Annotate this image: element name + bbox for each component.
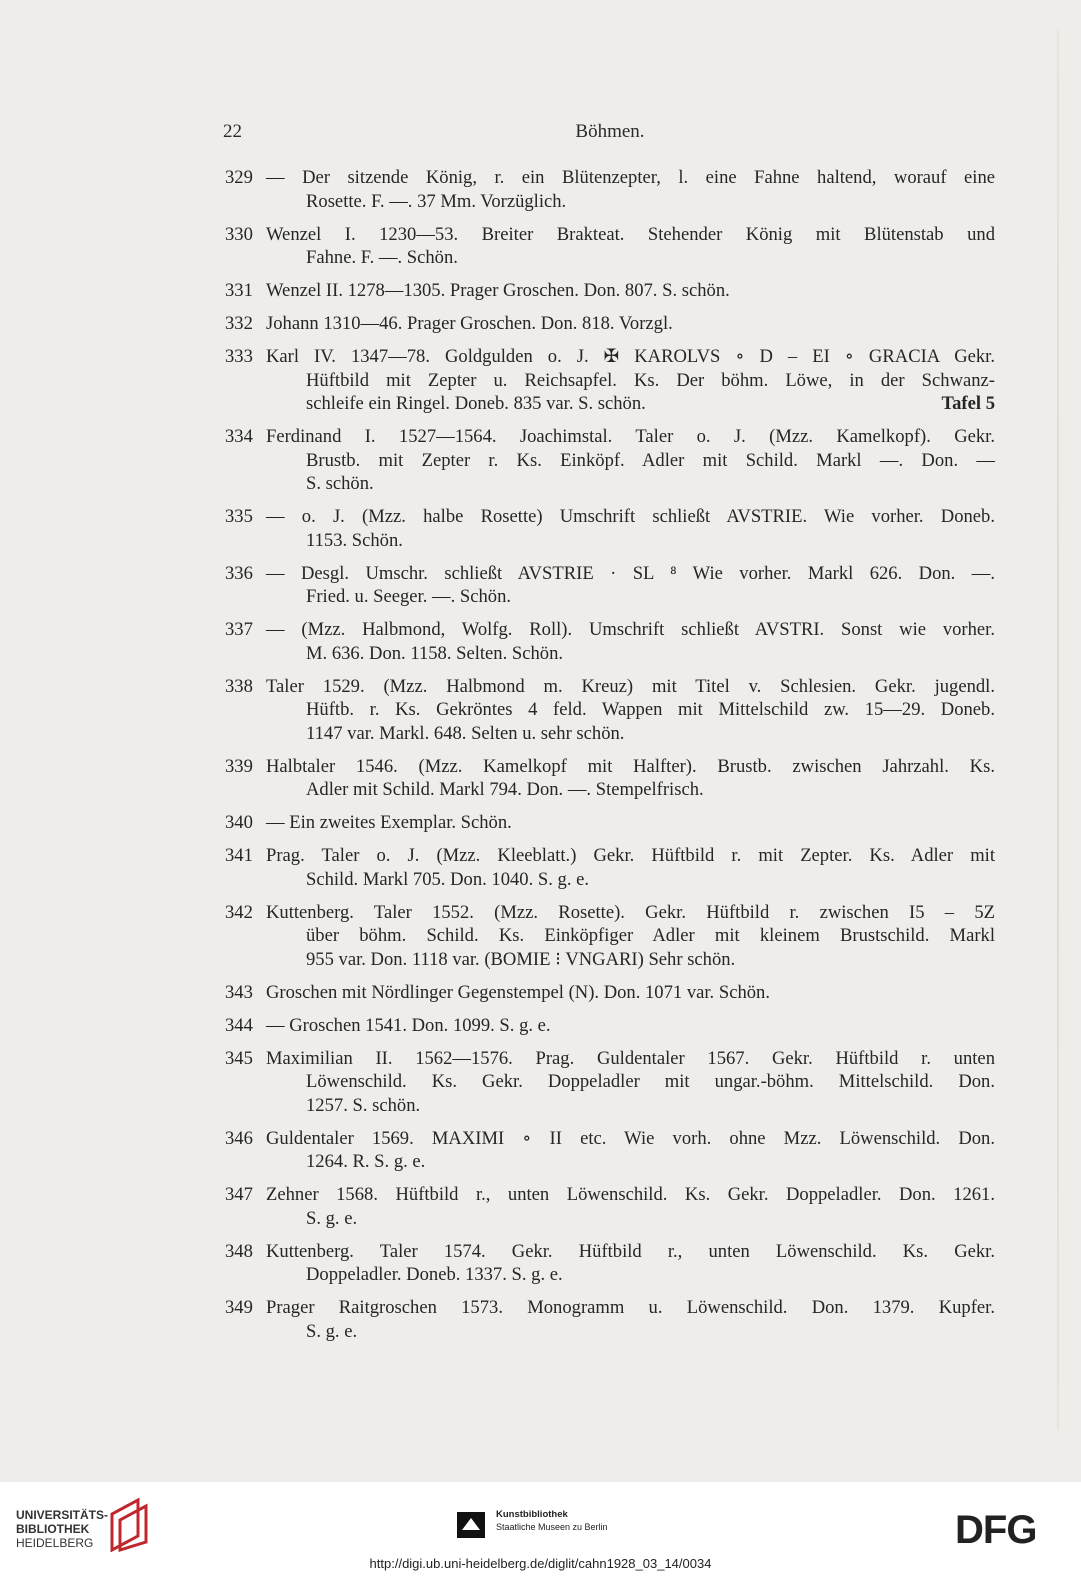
entry-text bbox=[266, 811, 995, 835]
entry-line bbox=[266, 642, 995, 666]
entry-number: 340 bbox=[225, 812, 253, 833]
ub-mark-icon bbox=[108, 1496, 152, 1552]
entry-line-text: S. schön. bbox=[306, 473, 374, 494]
entry-line-text: 955 var. Don. 1118 var. (BOMIE ⁝ VNGARI) Sehr schön. bbox=[306, 948, 736, 970]
entry-line-text: Kuttenberg. Taler 1574. Gekr. Hüftbild r., unten Löwenschild. Ks. Gekr. bbox=[266, 1240, 995, 1262]
entry-line-text: — (Mzz. Halbmond, Wolfg. Roll). Umschrift schließt AVSTRI. Sonst wie vorher. bbox=[266, 619, 995, 640]
entry-number: 331 bbox=[225, 280, 253, 301]
entry-number: 348 bbox=[225, 1240, 253, 1262]
entry-text bbox=[266, 1014, 995, 1038]
entry-text bbox=[266, 505, 995, 552]
entry-line bbox=[266, 1207, 995, 1231]
permalink-url[interactable]: http://digi.ub.uni-heidelberg.de/diglit/cahn1928_03_14/0034 bbox=[369, 1556, 712, 1571]
catalog-entry bbox=[225, 675, 995, 746]
entry-line-text: Rosette. F. —. 37 Mm. Vorzüglich. bbox=[306, 190, 567, 212]
catalog-entry bbox=[225, 981, 995, 1005]
ub-logo-line1: UNIVERSITÄTS- bbox=[16, 1508, 109, 1522]
catalog-entry bbox=[225, 166, 995, 213]
entry-line-text: über böhm. Schild. Ks. Einköpfiger Adler mit kleinem Brustschild. Markl bbox=[306, 925, 995, 946]
entry-number: 332 bbox=[225, 313, 253, 334]
page-number: 22 bbox=[223, 121, 242, 142]
entry-text bbox=[266, 1240, 995, 1287]
entry-line-text: — Der sitzende König, r. ein Blütenzepter, l. eine Fahne haltend, worauf eine bbox=[266, 167, 995, 188]
catalog-entry bbox=[225, 1127, 995, 1174]
entry-line bbox=[266, 698, 995, 722]
ub-heidelberg-logo[interactable] bbox=[16, 1508, 108, 1550]
entry-line-text: Zehner 1568. Hüftbild r., unten Löwenschild. Ks. Gekr. Doppeladler. Don. 1261. bbox=[266, 1184, 995, 1205]
entry-line bbox=[266, 392, 995, 416]
entry-line bbox=[266, 1183, 995, 1207]
entry-line-text: S. g. e. bbox=[306, 1207, 358, 1229]
entry-line-text: Wenzel II. 1278—1305. Prager Groschen. Don. 807. S. schön. bbox=[266, 280, 730, 301]
entry-number: 342 bbox=[225, 901, 253, 923]
entry-line-text: Wenzel I. 1230—53. Breiter Brakteat. Stehender König mit Blütenstab und bbox=[266, 223, 995, 245]
entry-number: 349 bbox=[225, 1297, 253, 1318]
entry-line bbox=[266, 722, 995, 746]
entry-line bbox=[266, 778, 995, 802]
entry-line bbox=[266, 345, 995, 369]
entry-number: 329 bbox=[225, 167, 253, 188]
tafel-reference: Tafel 5 bbox=[941, 393, 995, 414]
entry-line bbox=[266, 279, 995, 303]
entry-line-text: Halbtaler 1546. (Mzz. Kamelkopf mit Halfter). Brustb. zwischen Jahrzahl. Ks. bbox=[266, 755, 995, 777]
entry-line bbox=[266, 223, 995, 247]
entry-line bbox=[266, 1047, 995, 1071]
entry-line-text: 1153. Schön. bbox=[306, 529, 403, 551]
entry-line bbox=[266, 472, 995, 496]
entry-line bbox=[266, 1263, 995, 1287]
entry-text bbox=[266, 223, 995, 270]
catalog-entry bbox=[225, 1296, 995, 1343]
entry-text bbox=[266, 1047, 995, 1118]
entry-line-text: M. 636. Don. 1158. Selten. Schön. bbox=[306, 642, 564, 664]
entry-line bbox=[266, 166, 995, 190]
entry-line bbox=[266, 618, 995, 642]
catalog-entry bbox=[225, 811, 995, 835]
kb-line2: Staatliche Museen zu Berlin bbox=[496, 1522, 608, 1532]
entry-text bbox=[266, 312, 995, 336]
entry-text bbox=[266, 166, 995, 213]
entry-line-text: — o. J. (Mzz. halbe Rosette) Umschrift schließt AVSTRIE. Wie vorher. Doneb. bbox=[266, 506, 995, 527]
entry-line-text: Fried. u. Seeger. —. Schön. bbox=[306, 586, 512, 607]
footer-bar bbox=[0, 1482, 1081, 1577]
entry-line-text: Fahne. F. —. Schön. bbox=[306, 247, 458, 268]
entry-text bbox=[266, 675, 995, 746]
page-edge bbox=[1057, 30, 1059, 1430]
entry-line-text: — Groschen 1541. Don. 1099. S. g. e. bbox=[266, 1014, 551, 1036]
catalog-entry bbox=[225, 345, 995, 416]
catalog-entry bbox=[225, 505, 995, 552]
entry-number: 337 bbox=[225, 619, 253, 640]
entry-line bbox=[266, 449, 995, 473]
entry-number: 334 bbox=[225, 426, 253, 447]
entry-line bbox=[266, 312, 995, 336]
entry-line bbox=[266, 901, 995, 925]
entry-line-text: Brustb. mit Zepter r. Ks. Einköpf. Adler mit Schild. Markl —. Don. — bbox=[306, 449, 995, 471]
catalog-entries bbox=[225, 166, 995, 1353]
entry-line bbox=[266, 811, 995, 835]
entry-line-text: Maximilian II. 1562—1576. Prag. Guldentaler 1567. Gekr. Hüftbild r. unten bbox=[266, 1047, 995, 1069]
entry-line bbox=[266, 1320, 995, 1344]
entry-line bbox=[266, 369, 995, 393]
entry-text bbox=[266, 618, 995, 665]
page-title: Böhmen. bbox=[575, 121, 645, 142]
entry-line-text: Groschen mit Nördlinger Gegenstempel (N). Don. 1071 var. Schön. bbox=[266, 981, 770, 1003]
entry-number: 338 bbox=[225, 675, 253, 697]
entry-text bbox=[266, 279, 995, 303]
entry-line-text: Kuttenberg. Taler 1552. (Mzz. Rosette). Gekr. Hüftbild r. zwischen I5 – 5Z bbox=[266, 901, 995, 923]
entry-text bbox=[266, 901, 995, 972]
entry-line bbox=[266, 562, 995, 586]
entry-line bbox=[266, 190, 995, 214]
catalog-entry bbox=[225, 755, 995, 802]
entry-line-text: S. g. e. bbox=[306, 1320, 358, 1342]
kb-line1: Kunstbibliothek bbox=[496, 1509, 568, 1520]
catalog-entry bbox=[225, 901, 995, 972]
entry-line bbox=[266, 585, 995, 609]
entry-number: 347 bbox=[225, 1184, 253, 1205]
entry-number: 333 bbox=[225, 346, 253, 367]
entry-line bbox=[266, 425, 995, 449]
entry-text bbox=[266, 844, 995, 891]
ub-logo-line2: BIBLIOTHEK bbox=[16, 1522, 90, 1536]
entry-line bbox=[266, 1094, 995, 1118]
catalog-entry bbox=[225, 1240, 995, 1287]
entry-number: 346 bbox=[225, 1127, 253, 1149]
entry-line-text: — Ein zweites Exemplar. Schön. bbox=[266, 812, 512, 833]
entry-line-text: schleife ein Ringel. Doneb. 835 var. S. schön. bbox=[306, 393, 646, 414]
entry-line bbox=[266, 868, 995, 892]
entry-line-text: Johann 1310—46. Prager Groschen. Don. 818. Vorzgl. bbox=[266, 313, 673, 334]
entry-line bbox=[266, 1070, 995, 1094]
catalog-entry bbox=[225, 618, 995, 665]
entry-line-text: 1257. S. schön. bbox=[306, 1094, 421, 1116]
entry-text bbox=[266, 425, 995, 496]
entry-line bbox=[266, 844, 995, 868]
entry-line-text: Schild. Markl 705. Don. 1040. S. g. e. bbox=[306, 868, 590, 890]
entry-line-text: Taler 1529. (Mzz. Halbmond m. Kreuz) mit Titel v. Schlesien. Gekr. jugendl. bbox=[266, 675, 995, 697]
entry-line-text: 1264. R. S. g. e. bbox=[306, 1151, 426, 1172]
dfg-logo[interactable]: DFG bbox=[955, 1508, 1037, 1552]
entry-line-text: Hüftb. r. Ks. Gekröntes 4 feld. Wappen mit Mittelschild zw. 15—29. Doneb. bbox=[306, 699, 995, 720]
entry-number: 335 bbox=[225, 506, 253, 527]
entry-line bbox=[266, 924, 995, 948]
entry-line-text: Doppeladler. Doneb. 1337. S. g. e. bbox=[306, 1264, 563, 1285]
entry-line bbox=[266, 1014, 995, 1038]
entry-number: 345 bbox=[225, 1047, 253, 1069]
entry-line bbox=[266, 948, 995, 972]
entry-line-text: Guldentaler 1569. MAXIMI ∘ II etc. Wie vorh. ohne Mzz. Löwenschild. Don. bbox=[266, 1127, 995, 1149]
entry-line bbox=[266, 981, 995, 1005]
entry-text bbox=[266, 562, 995, 609]
entry-line bbox=[266, 529, 995, 553]
entry-line bbox=[266, 1127, 995, 1151]
entry-line bbox=[266, 246, 995, 270]
entry-number: 344 bbox=[225, 1014, 253, 1036]
entry-line-text: Adler mit Schild. Markl 794. Don. —. Stempelfrisch. bbox=[306, 779, 704, 800]
entry-line bbox=[266, 755, 995, 779]
entry-line-text: Löwenschild. Ks. Gekr. Doppeladler mit ungar.-böhm. Mittelschild. Don. bbox=[306, 1071, 995, 1092]
ub-logo-line3: HEIDELBERG bbox=[16, 1536, 94, 1550]
entry-text bbox=[266, 1183, 995, 1230]
entry-line-text: Ferdinand I. 1527—1564. Joachimstal. Taler o. J. (Mzz. Kamelkopf). Gekr. bbox=[266, 426, 995, 447]
catalog-entry bbox=[225, 562, 995, 609]
entry-text bbox=[266, 981, 995, 1005]
catalog-entry bbox=[225, 312, 995, 336]
entry-line bbox=[266, 1296, 995, 1320]
catalog-entry bbox=[225, 1014, 995, 1038]
catalog-entry bbox=[225, 844, 995, 891]
catalog-entry bbox=[225, 279, 995, 303]
entry-number: 339 bbox=[225, 755, 253, 777]
entry-line bbox=[266, 1150, 995, 1174]
kunstbibliothek-mark-icon bbox=[457, 1512, 485, 1538]
entry-number: 341 bbox=[225, 845, 253, 866]
entry-line bbox=[266, 1240, 995, 1264]
entry-line-text: Hüftbild mit Zepter u. Reichsapfel. Ks. Der böhm. Löwe, in der Schwanz- bbox=[306, 369, 995, 391]
entry-number: 343 bbox=[225, 981, 253, 1003]
entry-text bbox=[266, 1127, 995, 1174]
entry-line-text: Prag. Taler o. J. (Mzz. Kleeblatt.) Gekr. Hüftbild r. mit Zepter. Ks. Adler mit bbox=[266, 845, 995, 866]
entry-line bbox=[266, 675, 995, 699]
entry-text bbox=[266, 755, 995, 802]
entry-line-text: — Desgl. Umschr. schließt AVSTRIE · SL ⁸ Wie vorher. Markl 626. Don. —. bbox=[266, 562, 995, 584]
entry-number: 336 bbox=[225, 562, 253, 584]
catalog-entry bbox=[225, 1183, 995, 1230]
entry-text bbox=[266, 1296, 995, 1343]
catalog-entry bbox=[225, 1047, 995, 1118]
catalog-entry bbox=[225, 425, 995, 496]
entry-text bbox=[266, 345, 995, 416]
entry-line bbox=[266, 505, 995, 529]
entry-line-text: Prager Raitgroschen 1573. Monogramm u. Löwenschild. Don. 1379. Kupfer. bbox=[266, 1297, 995, 1318]
entry-line-text: Karl IV. 1347—78. Goldgulden o. J. ✠ KAROLVS ∘ D – EI ∘ GRACIA Gekr. bbox=[266, 346, 995, 367]
entry-number: 330 bbox=[225, 223, 253, 245]
catalog-entry bbox=[225, 223, 995, 270]
entry-line-text: 1147 var. Markl. 648. Selten u. sehr schön. bbox=[306, 722, 625, 744]
